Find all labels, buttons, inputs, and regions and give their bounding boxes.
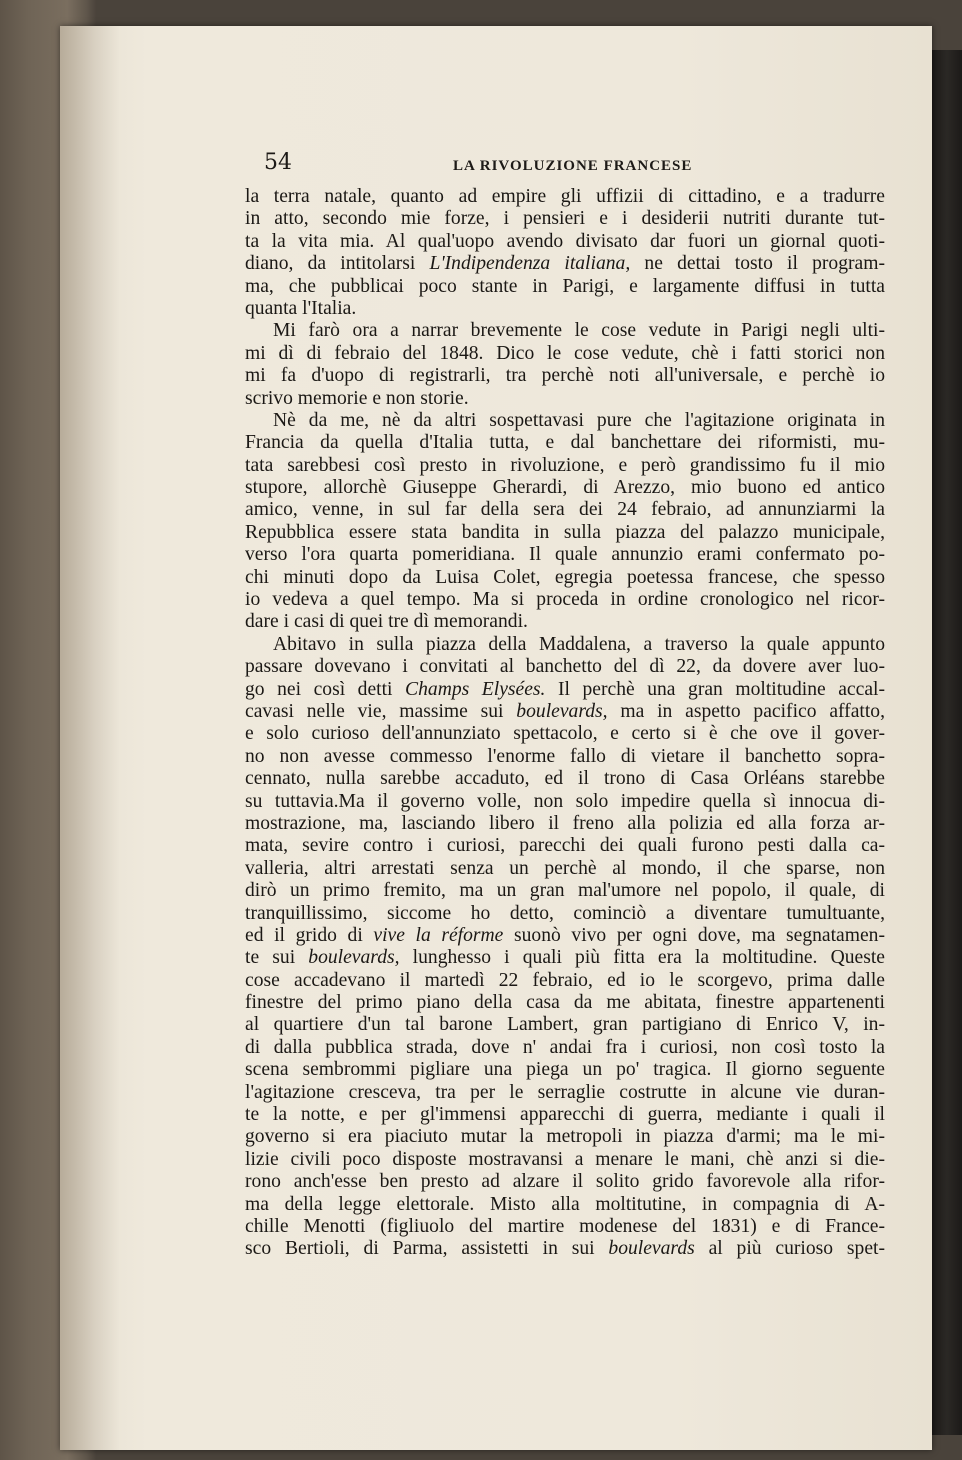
text-line (245, 880, 885, 902)
text-segment: Mi farò ora a narrar brevemente le cose vedute in Parigi negli ulti- (273, 320, 885, 342)
text-segment: verso l'ora quarta pomeridiana. Il quale annunzio erami confermato po- (245, 544, 885, 566)
text-line (245, 1037, 885, 1059)
text-line (245, 1082, 885, 1104)
text-line (245, 723, 885, 745)
text-line (245, 365, 885, 387)
text-segment: go nei così detti (245, 678, 406, 700)
text-segment: valleria, altri arrestati senza un perchè al mondo, il che sparse, non (245, 857, 885, 879)
text-segment: chille Menotti (figliuolo del martire modenese del 1831) e di France- (245, 1215, 885, 1237)
text-line (245, 813, 885, 835)
text-line (245, 947, 885, 969)
text-segment: ne dettai tosto il program- (630, 253, 885, 275)
text-segment: dirò un primo fremito, ma un gran mal'umore nel popolo, il quale, di (245, 880, 885, 902)
text-segment: Nè da me, nè da altri sospettavasi pure che l'agitazione originata in (273, 409, 885, 431)
text-segment: te sui (245, 947, 309, 969)
text-segment: mi fa d'uopo di registrarli, tra perchè noti all'universale, e perchè io (245, 365, 885, 387)
text-segment: sco Bertioli, di Parma, assistetti in sui (245, 1238, 609, 1260)
text-line (245, 1014, 885, 1036)
italic-text: boulevards (608, 1238, 695, 1260)
text-segment: Abitavo in sulla piazza della Maddalena, a traverso la quale appunto (273, 633, 885, 655)
text-segment: te la notte, e per gl'immensi apparecchi di guerra, mediante i quali il (245, 1104, 885, 1126)
text-segment: mostrazione, ma, lasciando libero il freno alla polizia ed alla forza ar- (245, 812, 885, 834)
text-line (245, 186, 885, 208)
page-number: 54 (264, 150, 292, 175)
text-segment: al più curioso spet- (694, 1238, 885, 1260)
text-segment: governo si era piaciuto mutar la metropoli in piazza d'armi; ma le mi- (245, 1126, 885, 1148)
text-segment: ma della legge elettorale. Misto alla moltitutine, in compagnia di A- (245, 1193, 885, 1215)
italic-text: vive la réforme (373, 924, 504, 946)
text-line (245, 1104, 885, 1126)
text-segment: passare dovevano i convitati al banchetto del dì 22, da dovere aver luo- (245, 656, 885, 678)
text-line (245, 1149, 885, 1171)
text-line (245, 1059, 885, 1081)
text-line (245, 320, 885, 342)
text-line (245, 611, 885, 633)
text-line (245, 455, 885, 477)
text-line (245, 432, 885, 454)
text-line (245, 567, 885, 589)
text-line (245, 231, 885, 253)
text-segment: l'agitazione cresceva, tra per le serraglie costrutte in alcune vie duran- (245, 1081, 885, 1103)
text-segment: e solo curioso dell'annunziato spettacolo, e certo si è che ove il gover- (245, 723, 885, 745)
text-segment: cennato, nulla sarebbe accaduto, ed il trono di Casa Orléans starebbe (245, 768, 885, 790)
text-segment: tata sarebbesi così presto in rivoluzione, e però grandissimo fu il mio (245, 454, 885, 476)
text-segment: io vedeva a quel tempo. Ma si proceda in ordine cronologico nel ricor- (245, 589, 885, 611)
text-line (245, 522, 885, 544)
text-line (245, 544, 885, 566)
text-line (245, 589, 885, 611)
text-segment: ed il grido di (245, 924, 374, 946)
text-segment: Repubblica essere stata bandita in sulla piazza del palazzo municipale, (245, 521, 885, 543)
text-segment: quanta l'Italia. (245, 297, 357, 319)
body-text (245, 186, 885, 1261)
text-segment: mi dì di febraio del 1848. Dico le cose vedute, chè i fatti storici non (245, 342, 885, 364)
text-segment: Francia da quella d'Italia tutta, e dal banchettare dei riformisti, mu- (245, 432, 885, 454)
text-line (245, 1216, 885, 1238)
text-segment: tranquillissimo, siccome ho detto, cominciò a diventare tumultuante, (245, 902, 885, 924)
italic-text: L'Indipendenza italiana, (429, 253, 631, 275)
text-segment: rono anch'esse ben presto ad alzare il solito grido favorevole alla rifor- (245, 1171, 885, 1193)
text-segment: cavasi nelle vie, massime sui (245, 700, 517, 722)
text-line (245, 970, 885, 992)
text-segment: scena sembrommi pigliare una piega un po' tragica. Il giorno seguente (245, 1059, 885, 1081)
text-segment: ma in aspetto pacifico affatto, (607, 700, 885, 722)
text-line (245, 388, 885, 410)
running-head (244, 152, 884, 174)
text-line (245, 992, 885, 1014)
text-segment: cose accadevano il martedì 22 febraio, ed io le scorgevo, prima dalle (245, 969, 885, 991)
italic-text: boulevards, (516, 700, 608, 722)
text-segment: lizie civili poco disposte mostravansi a menare le mani, chè anzi si die- (245, 1148, 885, 1170)
page-fore-edge (932, 50, 962, 1435)
text-segment: Il perchè una gran moltitudine accal- (545, 678, 885, 700)
text-line (245, 410, 885, 432)
text-segment: in atto, secondo mie forze, i pensieri e i desiderii nutriti durante tut- (245, 208, 885, 230)
text-line (245, 477, 885, 499)
italic-text: boulevards, (308, 947, 400, 969)
text-line (245, 1171, 885, 1193)
text-line (245, 253, 885, 275)
text-line (245, 1238, 885, 1260)
text-segment: la terra natale, quanto ad empire gli uffizii di cittadino, e a tradurre (245, 186, 885, 207)
text-segment: no non avesse commesso l'enorme fallo di vietare il banchetto sopra- (245, 745, 885, 767)
text-segment: di dalla pubblica strada, dove n' andai fra i curiosi, non così tosto la (245, 1036, 885, 1058)
text-segment: amico, venne, in sul far della sera dei 24 febraio, ad annunziarmi la (245, 499, 885, 521)
text-line (245, 276, 885, 298)
text-line (245, 835, 885, 857)
text-segment: dare i casi di quei tre dì memorandi. (245, 611, 528, 633)
text-line (245, 634, 885, 656)
text-line (245, 298, 885, 320)
text-line (245, 343, 885, 365)
text-segment: al quartiere d'un tal barone Lambert, gran partigiano di Enrico V, in- (245, 1014, 885, 1036)
text-line (245, 1126, 885, 1148)
text-line (245, 791, 885, 813)
text-segment: chi minuti dopo da Luisa Colet, egregia poetessa francese, che spesso (245, 566, 885, 588)
running-title: LA RIVOLUZIONE FRANCESE (453, 158, 693, 174)
text-segment: finestre del primo piano della casa da me abitata, finestre appartenenti (245, 992, 885, 1014)
text-line (245, 656, 885, 678)
text-segment: su tuttavia.Ma il governo volle, non solo impedire quella sì innocua di- (245, 790, 885, 812)
text-line (245, 925, 885, 947)
text-segment: scrivo memorie e non storie. (245, 387, 469, 409)
text-line (245, 679, 885, 701)
text-line (245, 701, 885, 723)
text-line (245, 499, 885, 521)
text-segment: diano, da intitolarsi (245, 253, 430, 275)
text-segment: stupore, allorchè Giuseppe Gherardi, di Arezzo, mio buono ed antico (245, 477, 885, 499)
text-segment: ma, che pubblicai poco stante in Parigi, e largamente diffusi in tutta (245, 275, 885, 297)
text-line (245, 208, 885, 230)
italic-text: Champs Elysées. (405, 678, 546, 700)
text-line (245, 768, 885, 790)
text-segment: ta la vita mia. Al qual'uopo avendo divisato dar fuori un giornal quoti- (245, 230, 885, 252)
text-segment: suonò vivo per ogni dove, ma segnatamen- (503, 924, 885, 946)
text-line (245, 1194, 885, 1216)
text-line (245, 903, 885, 925)
text-segment: mata, sevire contro i curiosi, parecchi dei quali furono pesti dalla ca- (245, 835, 885, 857)
text-line (245, 858, 885, 880)
text-line (245, 746, 885, 768)
text-segment: lunghesso i quali più fitta era la moltitudine. Queste (399, 947, 885, 969)
